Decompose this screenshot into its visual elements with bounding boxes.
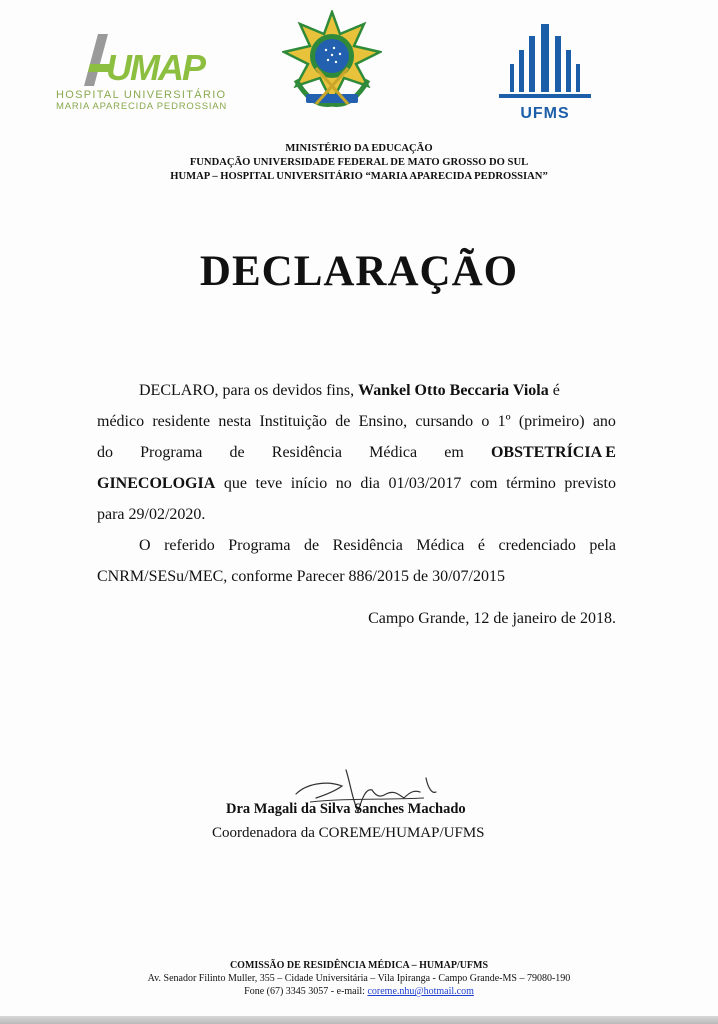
- footer-address: Av. Senador Filinto Muller, 355 – Cidade Universitária – Vila Ipiranga - Campo Grande-MS – 79080-190: [147, 973, 571, 984]
- body-line-2: médico residente nesta Instituição de Ensino, cursando o 1º (primeiro) ano: [97, 413, 616, 430]
- place-and-date: Campo Grande, 12 de janeiro de 2018.: [368, 610, 616, 627]
- humap-wordmark: UMAP: [106, 47, 204, 88]
- program-name-part-1: OBSTETRÍCIA E: [490, 444, 616, 461]
- body-line-7: CNRM/SESu/MEC, conforme Parecer 886/2015 de 30/07/2015: [97, 568, 505, 585]
- body-line-6: O referido Programa de Residência Médica é credenciado pela: [139, 537, 616, 554]
- resident-name: Wankel Otto Beccaria Viola: [358, 382, 549, 399]
- start-date: 01/03/2017: [388, 475, 462, 492]
- page-bottom-edge: [0, 1016, 718, 1024]
- coat-of-arms-of-brazil-icon: [282, 10, 382, 112]
- ufms-wordmark: UFMS: [520, 105, 570, 122]
- body-line-4: GINECOLOGIA que teve início no dia 01/03/2017 com término previsto: [97, 475, 616, 506]
- body-line-3: do Programa de Residência Médica em OBSTETRÍCIA E: [97, 444, 616, 475]
- footer-committee: COMISSÃO DE RESIDÊNCIA MÉDICA – HUMAP/UFMS: [229, 960, 489, 971]
- signatory-name: Dra Magali da Silva Sanches Machado: [226, 801, 466, 817]
- institution-header: [0, 142, 718, 184]
- body-text: DECLARO, para os devidos fins,: [139, 382, 355, 399]
- document-title: DECLARAÇÃO: [199, 248, 519, 295]
- humap-subtitle-1: HOSPITAL UNIVERSITÁRIO: [56, 89, 227, 101]
- declaration-body: [97, 382, 616, 599]
- header-ministry: MINISTÉRIO DA EDUCAÇÃO: [285, 143, 433, 154]
- footer-email-link[interactable]: coreme.nhu@hotmail.com: [367, 986, 474, 997]
- signatory-role: Coordenadora da COREME/HUMAP/UFMS: [212, 825, 485, 841]
- header-hospital: HUMAP – HOSPITAL UNIVERSITÁRIO “MARIA APARECIDA PEDROSSIAN”: [170, 171, 548, 182]
- humap-logo: [52, 30, 232, 112]
- body-line-1: [97, 382, 616, 413]
- body-line-5: para 29/02/2020.: [97, 506, 206, 523]
- program-name-part-2: GINECOLOGIA: [97, 475, 216, 492]
- humap-subtitle-2: MARIA APARECIDA PEDROSSIAN: [56, 101, 228, 112]
- ufms-mark-icon: [495, 24, 595, 104]
- footer-contact: Fone (67) 3345 3057 - e-mail: coreme.nhu@hotmail.com: [244, 986, 474, 997]
- header-foundation: FUNDAÇÃO UNIVERSIDADE FEDERAL DE MATO GROSSO DO SUL: [189, 157, 529, 168]
- ufms-logo: [495, 24, 595, 124]
- document-footer: [0, 959, 718, 998]
- body-text: é: [552, 382, 560, 399]
